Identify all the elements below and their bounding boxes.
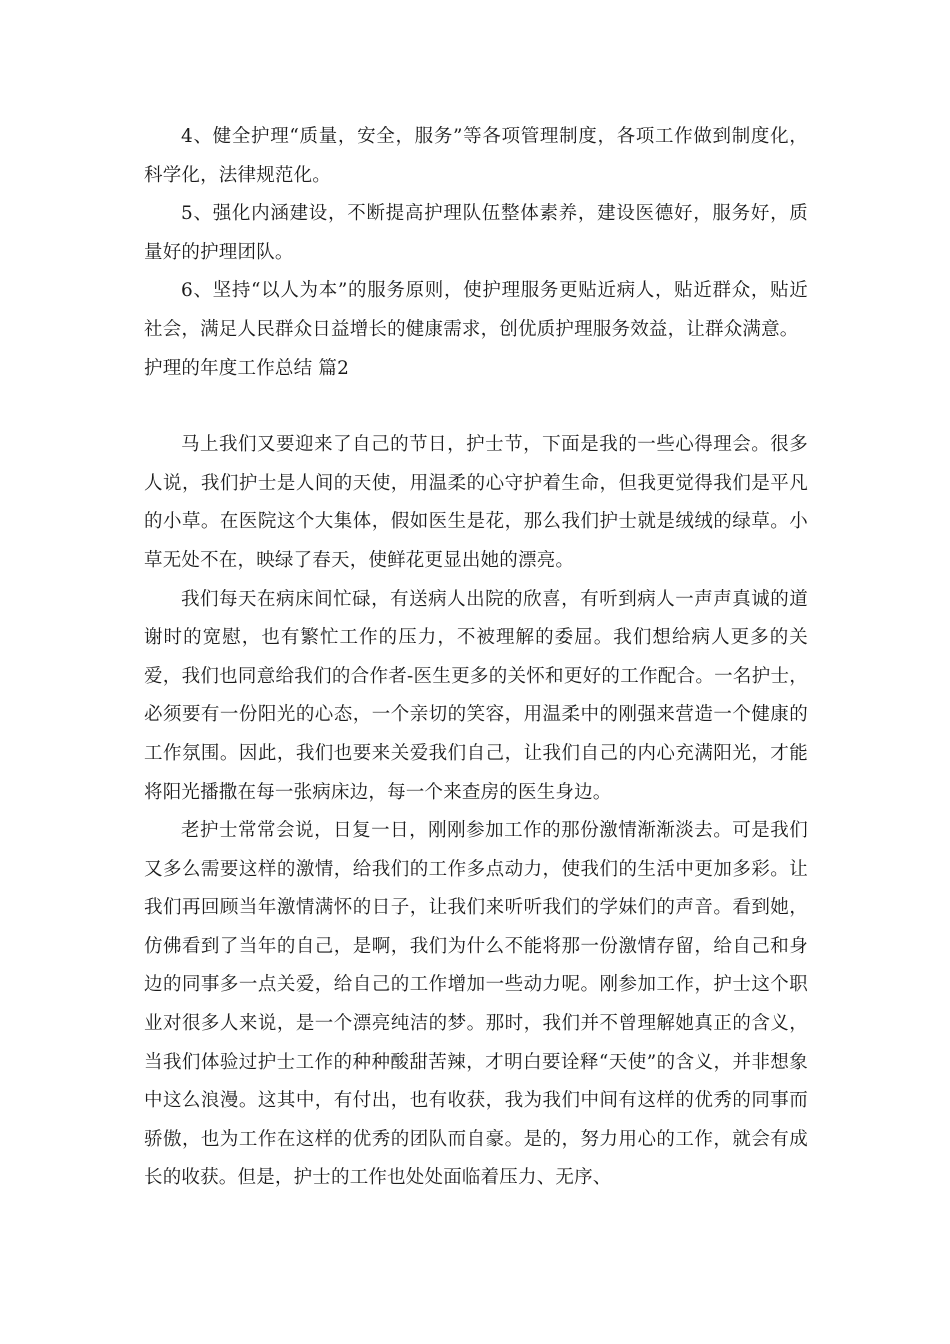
body-paragraph-3: 老护士常常会说，日复一日，刚刚参加工作的那份激情渐渐淡去。可是我们又多么需要这样的激情，给我们的工作多点动力，使我们的生活中更加多彩。让我们再回顾当年激情满怀的日子，让我们来听听我们的学妹们的声音。看到她，仿佛看到了当年的自己，是啊，我们为什么不能将那一份激情存留，给自己和身边的同事多一点关爱，给自己的工作增加一些动力呢。刚参加工作，护士这个职业对很多人来说，是一个漂亮纯洁的梦。那时，我们并不曾理解她真正的含义，当我们体验过护士工作的种种酸甜苦辣，才明白要诠释“天使”的含义，并非想象中这么浪漫。这其中，有付出，也有收获，我为我们中间有这样的优秀的同事而骄傲，也为工作在这样的优秀的团队而自豪。是的，努力用心的工作，就会有成长的收获。但是，护士的工作也处处面临着压力、无序、 (144, 820, 808, 1189)
section-title: 护理的年度工作总结 篇2 (144, 357, 350, 379)
section-spacer (144, 388, 808, 426)
body-paragraph-2: 我们每天在病床间忙碌，有送病人出院的欣喜，有听到病人一声声真诚的道谢时的宽慰，也有繁忙工作的压力，不被理解的委屈。我们想给病人更多的关爱，我们也同意给我们的合作者-医生更多的关怀和更好的工作配合。一名护士，必须要有一份阳光的心态，一个亲切的笑容，用温柔中的刚强来营造一个健康的工作氛围。因此，我们也要来关爱我们自己，让我们自己的内心充满阳光，才能将阳光播撒在每一张病床边，每一个来查房的医生身边。 (144, 588, 808, 803)
document-content (144, 118, 808, 1198)
paragraph-item-4: 4、健全护理“质量，安全，服务”等各项管理制度，各项工作做到制度化，科学化，法律规范化。 (144, 126, 808, 186)
paragraph-item-6: 6、坚持“以人为本”的服务原则，使护理服务更贴近病人，贴近群众，贴近社会，满足人民群众日益增长的健康需求，创优质护理服务效益，让群众满意。 (144, 280, 808, 340)
body-paragraph-1: 马上我们又要迎来了自己的节日，护士节，下面是我的一些心得理会。很多人说，我们护士是人间的天使，用温柔的心守护着生命，但我更觉得我们是平凡的小草。在医院这个大集体，假如医生是花，那么我们护士就是绒绒的绿草。小草无处不在，映绿了春天，使鲜花更显出她的漂亮。 (144, 434, 808, 571)
paragraph-item-5: 5、强化内涵建设，不断提高护理队伍整体素养，建设医德好，服务好，质量好的护理团队。 (144, 203, 808, 263)
